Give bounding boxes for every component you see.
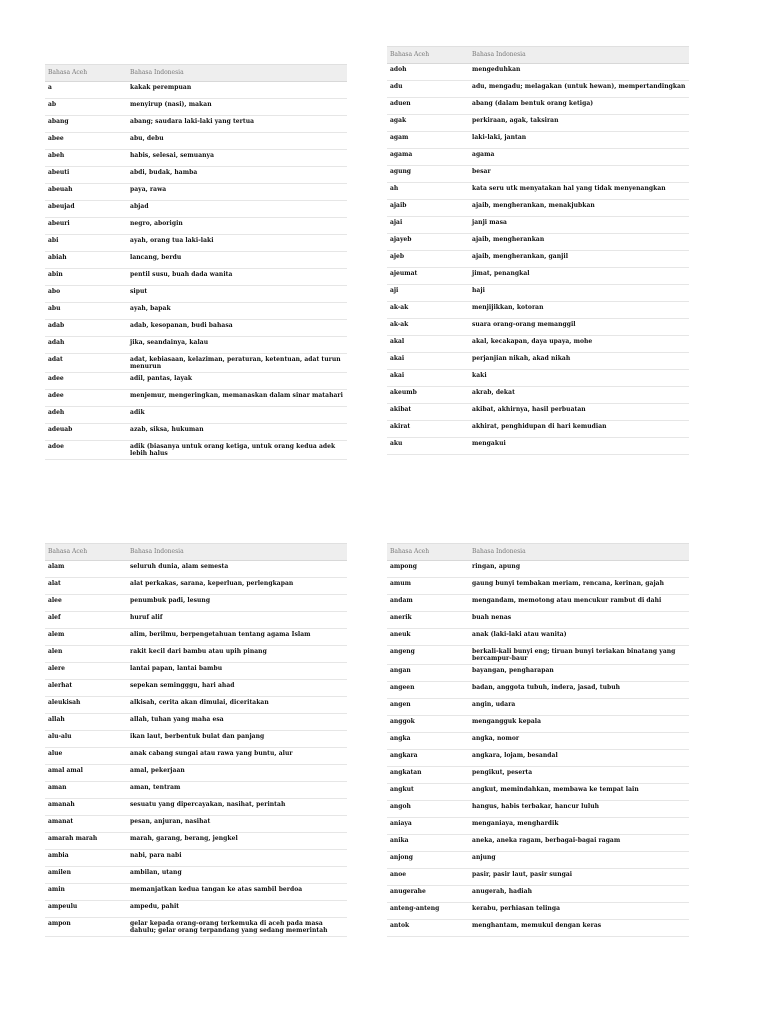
aceh-term: alu-alu <box>45 731 127 748</box>
indonesian-definition: berkali-kali bunyi eng; tiruan bunyi teriakan binatang yang bercampur-baur <box>469 646 689 665</box>
table-row <box>387 767 689 784</box>
indonesian-definition: ambilan, utang <box>127 867 347 884</box>
indonesian-definition: ajaib, mengherankan <box>469 234 689 251</box>
indonesian-definition: anak (laki-laki atau wanita) <box>469 629 689 646</box>
indonesian-definition: mengeduhkan <box>469 64 689 81</box>
table-row <box>45 82 347 99</box>
indonesian-definition: alim, berilmu, berpengetahuan tentang agama Islam <box>127 629 347 646</box>
table-row <box>387 404 689 421</box>
aceh-term: adat <box>45 354 127 373</box>
indonesian-definition: agama <box>469 149 689 166</box>
indonesian-definition: lantai papan, lantai bambu <box>127 663 347 680</box>
aceh-term: adeh <box>45 407 127 424</box>
table-row <box>45 252 347 269</box>
indonesian-definition: angkara, lojam, besandal <box>469 750 689 767</box>
aceh-term: aleukisah <box>45 697 127 714</box>
table-row <box>387 200 689 217</box>
table-row <box>387 183 689 200</box>
table-row <box>387 81 689 98</box>
aceh-term: amilen <box>45 867 127 884</box>
aceh-term: aneuk <box>387 629 469 646</box>
table-row <box>45 595 347 612</box>
indonesian-definition: adab, kesopanan, budi bahasa <box>127 320 347 337</box>
aceh-term: andam <box>387 595 469 612</box>
table-row <box>387 852 689 869</box>
table-row <box>387 268 689 285</box>
aceh-term: aduen <box>387 98 469 115</box>
indonesian-definition: lancang, berdu <box>127 252 347 269</box>
table-row <box>387 234 689 251</box>
indonesian-definition: mengangguk kepala <box>469 716 689 733</box>
header-bahasa-aceh: Bahasa Aceh <box>387 47 469 64</box>
table-row <box>45 867 347 884</box>
table-row <box>45 167 347 184</box>
aceh-term: a <box>45 82 127 99</box>
aceh-term: alerhat <box>45 680 127 697</box>
aceh-term: abeuri <box>45 218 127 235</box>
header-bahasa-aceh: Bahasa Aceh <box>387 544 469 561</box>
table-row <box>387 438 689 455</box>
indonesian-definition: pesan, anjuran, nasihat <box>127 816 347 833</box>
indonesian-definition: azab, siksa, hukuman <box>127 424 347 441</box>
indonesian-definition: angka, nomor <box>469 733 689 750</box>
indonesian-definition: menganiaya, menghardik <box>469 818 689 835</box>
indonesian-definition: siput <box>127 286 347 303</box>
aceh-term: angkara <box>387 750 469 767</box>
indonesian-definition: haji <box>469 285 689 302</box>
aceh-term: adoh <box>387 64 469 81</box>
aceh-term: abo <box>45 286 127 303</box>
table-row <box>387 646 689 665</box>
table-row <box>387 421 689 438</box>
table-row <box>45 646 347 663</box>
aceh-term: angan <box>387 665 469 682</box>
table-row <box>387 578 689 595</box>
indonesian-definition: adat, kebiasaan, kelaziman, peraturan, ketentuan, adat turun menurun <box>127 354 347 373</box>
indonesian-definition: akrab, dekat <box>469 387 689 404</box>
aceh-term: akeumb <box>387 387 469 404</box>
indonesian-definition: buah nenas <box>469 612 689 629</box>
indonesian-definition: anugerah, hadiah <box>469 886 689 903</box>
glossary-table <box>387 46 689 455</box>
aceh-term: angkut <box>387 784 469 801</box>
table-row <box>45 235 347 252</box>
table-row <box>45 201 347 218</box>
indonesian-definition: nabi, para nabi <box>127 850 347 867</box>
indonesian-definition: marah, garang, berang, jengkel <box>127 833 347 850</box>
indonesian-definition: badan, anggota tubuh, indera, jasad, tubuh <box>469 682 689 699</box>
table-row <box>45 373 347 390</box>
aceh-term: abeujad <box>45 201 127 218</box>
indonesian-definition: janji masa <box>469 217 689 234</box>
table-row <box>45 133 347 150</box>
table-row <box>45 407 347 424</box>
table-row <box>45 561 347 578</box>
indonesian-definition: adik <box>127 407 347 424</box>
aceh-term: abeuti <box>45 167 127 184</box>
table-row <box>45 884 347 901</box>
indonesian-definition: kata seru utk menyatakan hal yang tidak menyenangkan <box>469 183 689 200</box>
table-row <box>45 612 347 629</box>
aceh-term: alat <box>45 578 127 595</box>
indonesian-definition: besar <box>469 166 689 183</box>
aceh-term: adeuab <box>45 424 127 441</box>
aceh-term: aman <box>45 782 127 799</box>
aceh-term: anoe <box>387 869 469 886</box>
glossary-table <box>45 64 347 460</box>
indonesian-definition: bayangan, pengharapan <box>469 665 689 682</box>
aceh-term: agam <box>387 132 469 149</box>
aceh-term: adee <box>45 390 127 407</box>
aceh-term: ah <box>387 183 469 200</box>
aceh-term: angeen <box>387 682 469 699</box>
table-row <box>387 716 689 733</box>
aceh-term: abin <box>45 269 127 286</box>
table-row <box>387 115 689 132</box>
indonesian-definition: ampedu, pahit <box>127 901 347 918</box>
indonesian-definition: ajaib, mengherankan, menakjubkan <box>469 200 689 217</box>
table-row <box>387 251 689 268</box>
glossary-panel-bottom-right <box>387 543 689 937</box>
indonesian-definition: akal, kecakapan, daya upaya, mohe <box>469 336 689 353</box>
indonesian-definition: pasir, pasir laut, pasir sungai <box>469 869 689 886</box>
indonesian-definition: abu, debu <box>127 133 347 150</box>
aceh-term: ajeumat <box>387 268 469 285</box>
indonesian-definition: ajaib, mengherankan, ganjil <box>469 251 689 268</box>
aceh-term: agung <box>387 166 469 183</box>
table-row <box>45 320 347 337</box>
table-row <box>387 629 689 646</box>
indonesian-definition: pengikut, peserta <box>469 767 689 784</box>
indonesian-definition: gelar kepada orang-orang terkemuka di aceh pada masa dahulu; gelar orang terpandang yang sedang memerintah <box>127 918 347 937</box>
header-bahasa-indonesia: Bahasa Indonesia <box>127 544 347 561</box>
indonesian-definition: menjijikkan, kotoran <box>469 302 689 319</box>
table-row <box>45 218 347 235</box>
table-row <box>45 782 347 799</box>
indonesian-definition: huruf alif <box>127 612 347 629</box>
glossary-panel-top-right <box>387 46 689 455</box>
indonesian-definition: kaki <box>469 370 689 387</box>
table-row <box>387 319 689 336</box>
aceh-term: ak-ak <box>387 302 469 319</box>
table-row <box>45 697 347 714</box>
indonesian-definition: mengakui <box>469 438 689 455</box>
indonesian-definition: sepekan semingggu, hari ahad <box>127 680 347 697</box>
indonesian-definition: adil, pantas, layak <box>127 373 347 390</box>
aceh-term: amarah marah <box>45 833 127 850</box>
table-row <box>387 64 689 81</box>
glossary-table <box>45 543 347 937</box>
indonesian-definition: penumbuk padi, lesung <box>127 595 347 612</box>
glossary-panel-top-left <box>45 64 347 460</box>
indonesian-definition: jika, seandainya, kalau <box>127 337 347 354</box>
aceh-term: adee <box>45 373 127 390</box>
table-row <box>45 184 347 201</box>
table-row <box>387 699 689 716</box>
table-row <box>45 629 347 646</box>
indonesian-definition: anjung <box>469 852 689 869</box>
table-row <box>387 835 689 852</box>
aceh-term: alere <box>45 663 127 680</box>
table-row <box>387 612 689 629</box>
aceh-term: alen <box>45 646 127 663</box>
table-row <box>387 682 689 699</box>
aceh-term: agak <box>387 115 469 132</box>
indonesian-definition: ringan, apung <box>469 561 689 578</box>
indonesian-definition: hangus, habis terbakar, hancur luluh <box>469 801 689 818</box>
aceh-term: ambia <box>45 850 127 867</box>
aceh-term: amum <box>387 578 469 595</box>
indonesian-definition: perkiraan, agak, taksiran <box>469 115 689 132</box>
aceh-term: akirat <box>387 421 469 438</box>
indonesian-definition: menjemur, mengeringkan, memanaskan dalam sinar matahari <box>127 390 347 407</box>
indonesian-definition: adu, mengadu; melagakan (untuk hewan), mempertandingkan <box>469 81 689 98</box>
aceh-term: allah <box>45 714 127 731</box>
table-row <box>45 286 347 303</box>
aceh-term: ajayeb <box>387 234 469 251</box>
indonesian-definition: kakak perempuan <box>127 82 347 99</box>
aceh-term: ajai <box>387 217 469 234</box>
aceh-term: anugerahe <box>387 886 469 903</box>
indonesian-definition: allah, tuhan yang maha esa <box>127 714 347 731</box>
indonesian-definition: menghantam, memukul dengan keras <box>469 920 689 937</box>
aceh-term: ampon <box>45 918 127 937</box>
indonesian-definition: anak cabang sungai atau rawa yang buntu, alur <box>127 748 347 765</box>
indonesian-definition: aman, tentram <box>127 782 347 799</box>
table-header-row <box>45 544 347 561</box>
indonesian-definition: abjad <box>127 201 347 218</box>
indonesian-definition: angin, udara <box>469 699 689 716</box>
aceh-term: aniaya <box>387 818 469 835</box>
header-bahasa-indonesia: Bahasa Indonesia <box>127 65 347 82</box>
aceh-term: alue <box>45 748 127 765</box>
aceh-term: angkatan <box>387 767 469 784</box>
aceh-term: ab <box>45 99 127 116</box>
aceh-term: abiah <box>45 252 127 269</box>
table-row <box>45 901 347 918</box>
table-row <box>45 850 347 867</box>
aceh-term: akai <box>387 370 469 387</box>
table-row <box>387 285 689 302</box>
aceh-term: angeng <box>387 646 469 665</box>
aceh-term: alef <box>45 612 127 629</box>
glossary-table <box>387 543 689 937</box>
aceh-term: abeh <box>45 150 127 167</box>
indonesian-definition: seluruh dunia, alam semesta <box>127 561 347 578</box>
table-row <box>387 750 689 767</box>
aceh-term: abu <box>45 303 127 320</box>
table-header-row <box>45 65 347 82</box>
aceh-term: ajeb <box>387 251 469 268</box>
aceh-term: akai <box>387 353 469 370</box>
table-row <box>387 595 689 612</box>
aceh-term: abee <box>45 133 127 150</box>
indonesian-definition: alkisah, cerita akan dimulai, diceritakan <box>127 697 347 714</box>
table-row <box>387 370 689 387</box>
table-row <box>45 150 347 167</box>
table-row <box>387 665 689 682</box>
table-row <box>45 303 347 320</box>
aceh-term: ak-ak <box>387 319 469 336</box>
indonesian-definition: ikan laut, berbentuk bulat dan panjang <box>127 731 347 748</box>
indonesian-definition: abang; saudara laki-laki yang tertua <box>127 116 347 133</box>
table-row <box>387 387 689 404</box>
table-row <box>387 561 689 578</box>
aceh-term: anika <box>387 835 469 852</box>
indonesian-definition: gaung bunyi tembakan meriam, rencana, kerinan, gajah <box>469 578 689 595</box>
aceh-term: anerik <box>387 612 469 629</box>
aceh-term: akal <box>387 336 469 353</box>
aceh-term: ampeulu <box>45 901 127 918</box>
aceh-term: adoe <box>45 441 127 460</box>
table-header-row <box>387 47 689 64</box>
indonesian-definition: kerabu, perhiasan telinga <box>469 903 689 920</box>
indonesian-definition: laki-laki, jantan <box>469 132 689 149</box>
table-row <box>45 337 347 354</box>
aceh-term: angoh <box>387 801 469 818</box>
aceh-term: aji <box>387 285 469 302</box>
indonesian-definition: memanjatkan kedua tangan ke atas sambil berdoa <box>127 884 347 901</box>
table-row <box>387 886 689 903</box>
table-row <box>45 116 347 133</box>
table-row <box>45 441 347 460</box>
aceh-term: amanat <box>45 816 127 833</box>
aceh-term: aku <box>387 438 469 455</box>
table-row <box>387 166 689 183</box>
table-row <box>387 132 689 149</box>
aceh-term: akibat <box>387 404 469 421</box>
aceh-term: adab <box>45 320 127 337</box>
indonesian-definition: negro, aborigin <box>127 218 347 235</box>
table-row <box>45 765 347 782</box>
table-row <box>45 748 347 765</box>
aceh-term: alam <box>45 561 127 578</box>
indonesian-definition: habis, selesai, semuanya <box>127 150 347 167</box>
indonesian-definition: rakit kecil dari bambu atau upih pinang <box>127 646 347 663</box>
indonesian-definition: pentil susu, buah dada wanita <box>127 269 347 286</box>
table-row <box>387 869 689 886</box>
table-row <box>45 731 347 748</box>
table-row <box>45 578 347 595</box>
indonesian-definition: akibat, akhirnya, hasil perbuatan <box>469 404 689 421</box>
table-row <box>45 680 347 697</box>
header-bahasa-indonesia: Bahasa Indonesia <box>469 47 689 64</box>
table-row <box>45 663 347 680</box>
table-row <box>387 801 689 818</box>
aceh-term: alee <box>45 595 127 612</box>
indonesian-definition: menyirup (nasi), makan <box>127 99 347 116</box>
aceh-term: anjong <box>387 852 469 869</box>
aceh-term: adu <box>387 81 469 98</box>
aceh-term: anggok <box>387 716 469 733</box>
aceh-term: ampong <box>387 561 469 578</box>
aceh-term: amal amal <box>45 765 127 782</box>
table-row <box>45 269 347 286</box>
indonesian-definition: paya, rawa <box>127 184 347 201</box>
aceh-term: angka <box>387 733 469 750</box>
indonesian-definition: sesuatu yang dipercayakan, nasihat, perintah <box>127 799 347 816</box>
aceh-term: abang <box>45 116 127 133</box>
indonesian-definition: abang (dalam bentuk orang ketiga) <box>469 98 689 115</box>
header-bahasa-indonesia: Bahasa Indonesia <box>469 544 689 561</box>
indonesian-definition: ayah, orang tua laki-laki <box>127 235 347 252</box>
table-row <box>387 784 689 801</box>
indonesian-definition: ayah, bapak <box>127 303 347 320</box>
indonesian-definition: alat perkakas, sarana, keperluan, perlengkapan <box>127 578 347 595</box>
aceh-term: abi <box>45 235 127 252</box>
indonesian-definition: abdi, budak, hamba <box>127 167 347 184</box>
aceh-term: adah <box>45 337 127 354</box>
table-row <box>45 918 347 937</box>
table-row <box>45 99 347 116</box>
aceh-term: alem <box>45 629 127 646</box>
indonesian-definition: akhirat, penghidupan di hari kemudian <box>469 421 689 438</box>
table-row <box>387 818 689 835</box>
table-row <box>387 903 689 920</box>
indonesian-definition: mengandam, memotong atau mencukur rambut di dahi <box>469 595 689 612</box>
aceh-term: agama <box>387 149 469 166</box>
indonesian-definition: adik (biasanya untuk orang ketiga, untuk orang kedua adek lebih halus <box>127 441 347 460</box>
indonesian-definition: aneka, aneka ragam, berbagai-bagai ragam <box>469 835 689 852</box>
header-bahasa-aceh: Bahasa Aceh <box>45 65 127 82</box>
aceh-term: abeuah <box>45 184 127 201</box>
aceh-term: angen <box>387 699 469 716</box>
glossary-panel-bottom-left <box>45 543 347 937</box>
table-row <box>45 714 347 731</box>
aceh-term: amin <box>45 884 127 901</box>
aceh-term: amanah <box>45 799 127 816</box>
table-header-row <box>387 544 689 561</box>
aceh-term: anteng-anteng <box>387 903 469 920</box>
table-row <box>387 336 689 353</box>
table-row <box>45 390 347 407</box>
indonesian-definition: angkut, memindahkan, membawa ke tempat lain <box>469 784 689 801</box>
aceh-term: ajaib <box>387 200 469 217</box>
indonesian-definition: jimat, penangkal <box>469 268 689 285</box>
table-row <box>45 833 347 850</box>
table-row <box>387 733 689 750</box>
aceh-term: antok <box>387 920 469 937</box>
table-row <box>387 353 689 370</box>
indonesian-definition: perjanjian nikah, akad nikah <box>469 353 689 370</box>
header-bahasa-aceh: Bahasa Aceh <box>45 544 127 561</box>
table-row <box>387 149 689 166</box>
table-row <box>387 217 689 234</box>
table-row <box>45 424 347 441</box>
table-row <box>45 816 347 833</box>
indonesian-definition: suara orang-orang memanggil <box>469 319 689 336</box>
table-row <box>387 920 689 937</box>
table-row <box>45 799 347 816</box>
indonesian-definition: amal, pekerjaan <box>127 765 347 782</box>
table-row <box>387 98 689 115</box>
table-row <box>45 354 347 373</box>
table-row <box>387 302 689 319</box>
